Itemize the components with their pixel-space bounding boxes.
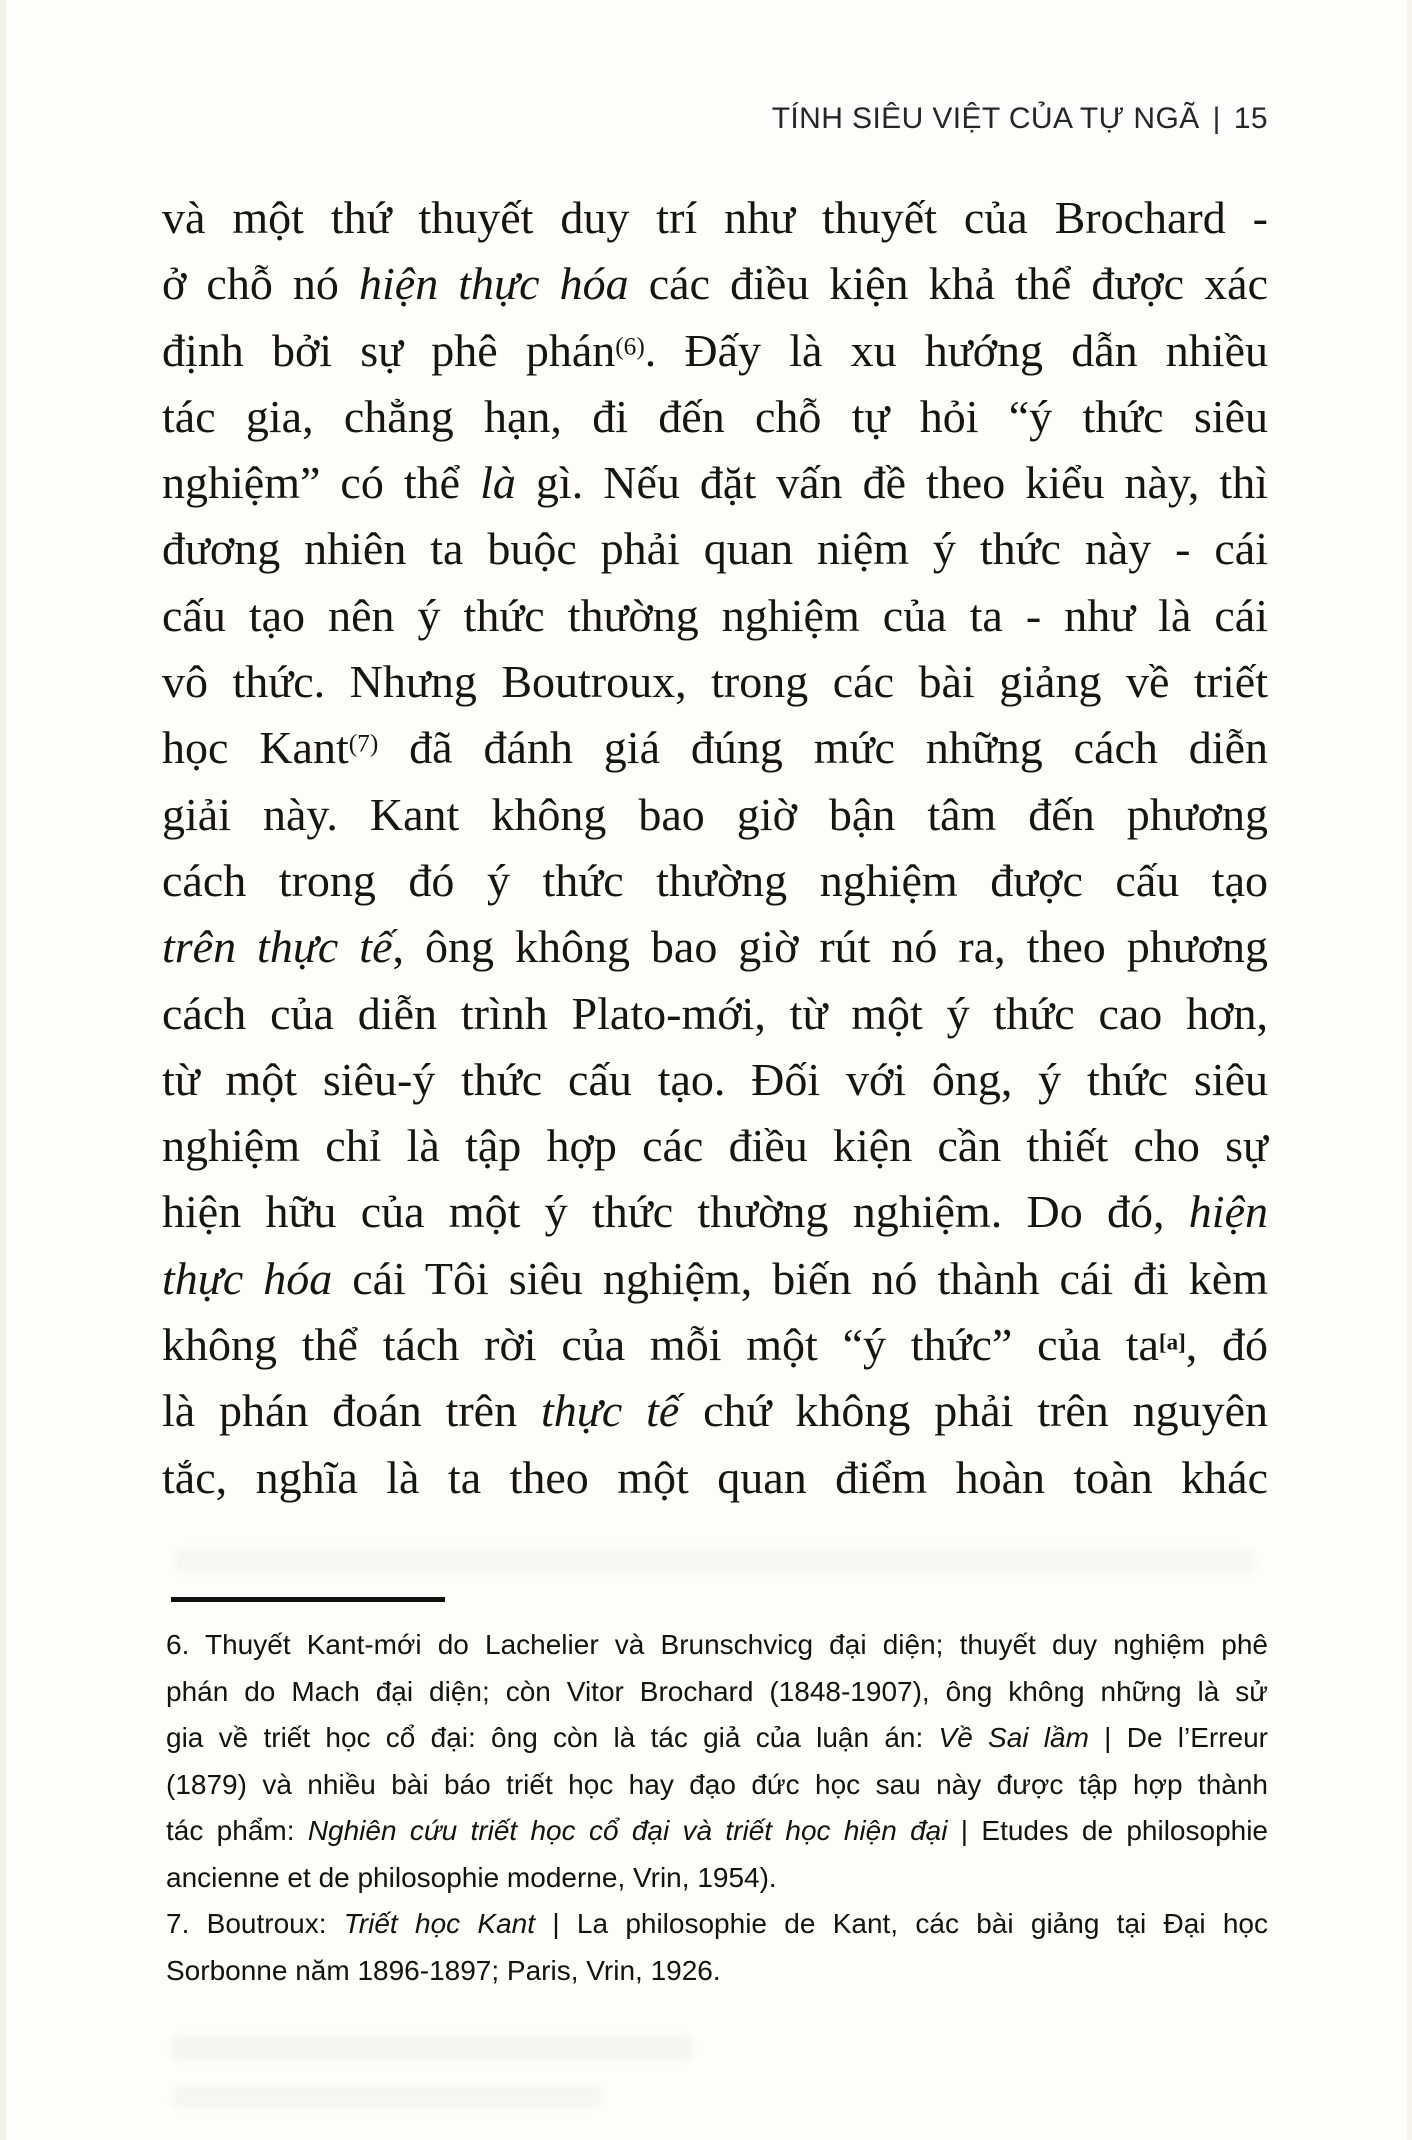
body-line: học Kant$^{(7)}$ đã đánh giá đúng mức những cách diễn xyxy=(162,722,1268,774)
body-line: vô thức. Nhưng Boutroux, trong các bài giảng về triết xyxy=(162,656,1268,708)
body-line: từ một siêu-ý thức cấu tạo. Đối với ông, ý thức siêu xyxy=(162,1053,1268,1105)
body-line: là phán đoán trên thực tế chứ không phải trên nguyên xyxy=(162,1385,1269,1437)
body-text xyxy=(162,185,1268,1511)
bleed-through-artifact xyxy=(175,1548,1255,1574)
footnote-line: ancienne et de philosophie moderne, Vrin, 1954). xyxy=(166,1861,777,1893)
body-line: nghiệm” có thể là gì. Nếu đặt vấn đề theo kiểu này, thì xyxy=(162,457,1268,509)
bleed-through-artifact xyxy=(172,2086,602,2108)
header-separator: | xyxy=(1212,102,1221,135)
body-line: trên thực tế, ông không bao giờ rút nó ra, theo phương xyxy=(162,921,1268,973)
body-line: định bởi sự phê phán$^{(6)}$. Đấy là xu hướng dẫn nhiều xyxy=(162,324,1268,376)
body-line: thực hóa cái Tôi siêu nghiệm, biến nó thành cái đi kèm xyxy=(162,1252,1268,1304)
scan-edge-left xyxy=(0,0,6,2140)
body-line: cách của diễn trình Plato-mới, từ một ý thức cao hơn, xyxy=(162,987,1268,1039)
scan-edge-right xyxy=(1407,0,1412,2140)
body-line: giải này. Kant không bao giờ bận tâm đến phương xyxy=(162,788,1268,840)
footnote-line: 6. Thuyết Kant-mới do Lachelier và Brunschvicg đại diện; thuyết duy nghiệm phê xyxy=(166,1629,1268,1660)
footnote-separator-rule xyxy=(171,1597,445,1602)
footnote-line: phán do Mach đại diện; còn Vitor Brochard (1848-1907), ông không những là sử xyxy=(166,1675,1268,1707)
footnote-line: Sorbonne năm 1896-1897; Paris, Vrin, 1926. xyxy=(166,1954,721,1986)
body-line: không thể tách rời của mỗi một “ý thức” của ta[a], đó xyxy=(162,1319,1269,1371)
body-line: ở chỗ nó hiện thực hóa các điều kiện khả thể được xác xyxy=(162,258,1268,310)
body-line: đương nhiên ta buộc phải quan niệm ý thức này - cái xyxy=(162,523,1268,575)
body-line: nghiệm chỉ là tập hợp các điều kiện cần thiết cho sự xyxy=(162,1120,1268,1172)
footnotes xyxy=(166,1622,1268,1994)
body-line: hiện hữu của một ý thức thường nghiệm. Do đó, hiện xyxy=(162,1186,1268,1238)
running-header-title: TÍNH SIÊU VIỆT CỦA TỰ NGÃ xyxy=(771,102,1200,135)
body-line: và một thứ thuyết duy trí như thuyết của Brochard - xyxy=(162,192,1268,243)
body-line: cấu tạo nên ý thức thường nghiệm của ta - như là cái xyxy=(162,589,1268,641)
page-number: 15 xyxy=(1233,102,1268,135)
bleed-through-artifact xyxy=(172,2036,692,2060)
footnote-line: tác phẩm: Nghiên cứu triết học cổ đại và triết học hiện đại | Etudes de philosophie xyxy=(166,1815,1269,1846)
running-header xyxy=(772,101,1268,137)
body-line: cách trong đó ý thức thường nghiệm được cấu tạo xyxy=(162,854,1268,906)
footnote-line: gia về triết học cổ đại: ông còn là tác giả của luận án: Về Sai lầm | De l’Erreur xyxy=(166,1722,1269,1753)
footnote-line: (1879) và nhiều bài báo triết học hay đạo đức học sau này được tập hợp thành xyxy=(166,1768,1268,1800)
body-line: tắc, nghĩa là ta theo một quan điểm hoàn toàn khác xyxy=(162,1451,1268,1503)
body-line: tác gia, chẳng hạn, đi đến chỗ tự hỏi “ý thức siêu xyxy=(162,390,1268,442)
footnote-line: 7. Boutroux: Triết học Kant | La philosophie de Kant, các bài giảng tại Đại học xyxy=(166,1908,1268,1939)
